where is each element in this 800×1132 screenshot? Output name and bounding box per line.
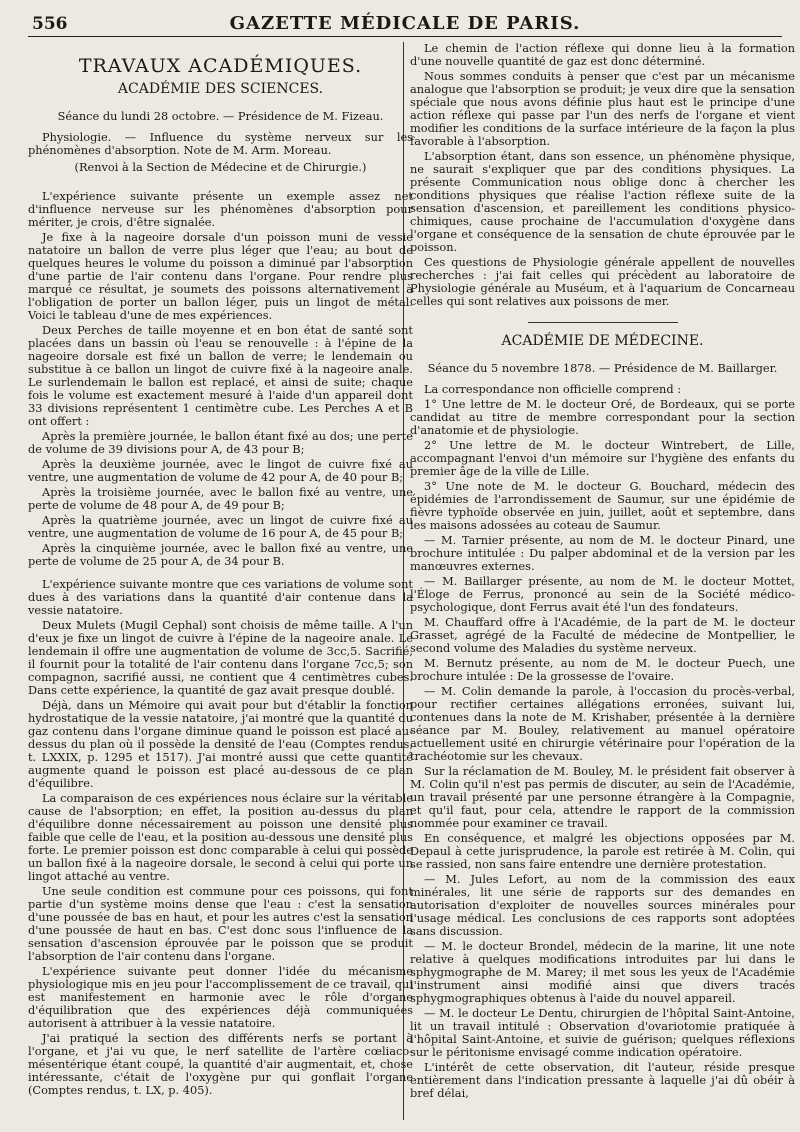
paragraph: — M. le docteur Le Dentu, chirurgien de l'hôpital Saint-Antoine, lit un travail intitulé : Observation d'ovariotomie pratiquée à l'hôpital Saint-Antoine, et suivie de guérison; quelques réflexions sur le péritonisme envisagé comme indication opératoire. (410, 1006, 795, 1059)
paragraph: Après la première journée, le ballon étant fixé au dos; une perte de volume de 39 divisions pour A, de 43 pour B; (28, 429, 413, 456)
paragraph: L'expérience suivante présente un exemple assez net d'influence nerveuse sur les phénomènes d'absorption pour mériter, je crois, d'être signalée. (28, 189, 413, 229)
paragraph: Nous sommes conduits à penser que c'est par un mécanisme analogue que l'absorption se produit; je veux dire que la sensation spéciale que nous avons définie plus haut est le principe d'une action réflexe qui passe par l'un des nerfs de l'organe et vient modifier les conditions de la surface intérieure de la façon la plus favorable à l'absorption. (410, 69, 795, 148)
academy-sciences-title: ACADÉMIE DES SCIENCES. (117, 81, 324, 97)
paragraph: L'absorption étant, dans son essence, un phénomène physique, ne saurait s'expliquer que par des conditions physiques. La présente Communication nous oblige donc à chercher les conditions physiques que réalise l'action réflexe suite de la sensation d'ascension, et pareillement les conditions physico-chimiques, cause prochaine de l'accumulation d'oxygène dans l'organe et conséquence de la sensation de chute éprouvée par le poisson. (410, 149, 795, 254)
paragraph: Une seule condition est commune pour ces poissons, qui font partie d'un système moins dense que l'eau : c'est la sensation d'une poussée de bas en haut, et pour les autres c'est la sensation d'une poussée de haut en bas. C'est donc sous l'influence de la sensation d'ascension éprouvée par le poisson que se produit l'absorption de l'air contenu dans l'organe. (28, 884, 413, 963)
paragraph: Après la troisième journée, avec le ballon fixé au ventre, une perte de volume de 48 pour A, de 49 pour B; (28, 485, 413, 512)
paragraph: — M. Tarnier présente, au nom de M. le docteur Pinard, une brochure intitulée : Du palper abdominal et de la version par les manœuvres externes. (410, 533, 795, 573)
left-column (28, 42, 413, 1122)
paragraph: Deux Perches de taille moyenne et en bon état de santé sont placées dans un bassin où l'eau se renouvelle : à l'épine de la nageoire dorsale est fixé un ballon de verre; le lendemain ou substitue à ce ballon un lingot de cuivre fixé à la nageoire anale. Le surlendemain le ballon est replacé, et ainsi de suite; chaque fois le volume est exactement mesuré à l'aide d'un appareil dont 33 divisions représentent 1 centimètre cube. Les Perches A et B ont offert : (28, 323, 413, 428)
rubric-line: Physiologie. — Influence du système nerveux sur les phénomènes d'absorption. Note de M. Arm. Moreau. (28, 130, 413, 157)
paragraph: L'expérience suivante montre que ces variations de volume sont dues à des variations dans la quantité d'air contenue dans la vessie natatoire. (28, 577, 413, 617)
paragraph: La comparaison de ces expériences nous éclaire sur la véritable cause de l'absorption; en effet, la position au-dessus du plan d'équilibre donne nécessairement au poisson une densité plus faible que celle de l'eau, et la position au-dessous une densité plus forte. Le premier poisson est donc comparable à celui qui possède un ballon fixé à la nageoire dorsale, le second à celui qui porte un lingot attaché au ventre. (28, 791, 413, 883)
paragraph: 2° Une lettre de M. le docteur Wintrebert, de Lille, accompagnant l'envoi d'un mémoire sur l'hygiène des enfants du premier âge de la ville de Lille. (410, 438, 795, 478)
paragraph: Après la quatrième journée, avec un lingot de cuivre fixé au ventre, une augmentation de volume de 16 pour A, de 45 pour B; (28, 513, 413, 540)
renvoi-note: (Renvoi à la Section de Médecine et de Chirurgie.) (74, 160, 367, 174)
paragraph: M. Bernutz présente, au nom de M. le docteur Puech, une brochure intulée : De la grossesse de l'ovaire. (410, 656, 795, 683)
seance-line: Séance du lundi 28 octobre. — Présidence de M. Fizeau. (57, 109, 384, 123)
paragraph: L'expérience suivante peut donner l'idée du mécanisme physiologique mis en jeu pour l'accomplissement de ce travail, qui est manifestement en harmonie avec le rôle d'organe d'équilibration que des expériences déjà communiquées autorisent à attribuer à la vessie natatoire. (28, 964, 413, 1030)
right-column (410, 42, 795, 1122)
paragraph: Après la deuxième journée, avec le lingot de cuivre fixé au ventre, une augmentation de volume de 42 pour A, de 40 pour B; (28, 457, 413, 484)
paragraph: Ces questions de Physiologie générale appellent de nouvelles recherches : j'ai fait celles qui précèdent au laboratoire de Physiologie générale au Muséum, et à l'aquarium de Concarneau celles qui sont relatives aux poissons de mer. (410, 255, 795, 308)
paragraph: — M. Baillarger présente, au nom de M. le docteur Mottet, l'Éloge de Ferrus, prononcé au sein de la Société médico-psychologique, dont Ferrus avait été l'un des fondateurs. (410, 574, 795, 614)
paragraph: Deux Mulets (Mugil Cephal) sont choisis de même taille. A l'un d'eux je fixe un lingot de cuivre à l'épine de la nageoire anale. Le lendemain il offre une augmentation de volume de 3cc,5. Sacrifié, il fournit pour la totalité de l'air contenu dans l'organe 7cc,5; son compagnon, sacrifié aussi, ne contient que 4 centimètres cubes. Dans cette expérience, la quantité de gaz avait presque doublé. (28, 618, 413, 697)
paragraph: Après la cinquième journée, avec le ballon fixé au ventre, une perte de volume de 25 pour A, de 34 pour B. (28, 541, 413, 568)
page-header (28, 8, 782, 37)
paragraph: M. Chauffard offre à l'Académie, de la part de M. le docteur Grasset, agrégé de la Faculté de médecine de Montpellier, le second volume des Maladies du système nerveux. (410, 615, 795, 655)
paragraph: 1° Une lettre de M. le docteur Oré, de Bordeaux, qui se porte candidat au titre de membre correspondant pour la section d'anatomie et de physiologie. (410, 397, 795, 437)
paragraph: — M. le docteur Brondel, médecin de la marine, lit une note relative à quelques modifications introduites par lui dans le sphygmographe de M. Marey; il met sous les yeux de l'Académie l'instrument ainsi modifié ainsi que divers tracés sphygmographiques obtenus à l'aide du nouvel appareil. (410, 939, 795, 1005)
section-rule (528, 322, 678, 323)
paragraph: J'ai pratiqué la section des différents nerfs se portant à l'organe, et j'ai vu que, le nerf satellite de l'artère cœliaco-mésentérique étant coupé, la quantité d'air augmentait, et, chose intéressante, c'était de l'oxygène pur qui gonflait l'organe (Comptes rendus, t. LX, p. 405). (28, 1031, 413, 1097)
journal-title: GAZETTE MÉDICALE DE PARIS. (229, 13, 581, 34)
page-number: 556 (32, 14, 68, 34)
paragraph: Sur la réclamation de M. Bouley, M. le président fait observer à M. Colin qu'il n'est pas permis de discuter, au sein de l'Académie, un travail présenté par une personne étrangère à la Compagnie, et qu'il faut, pour cela, attendre le rapport de la commission nommée pour examiner ce travail. (410, 764, 795, 830)
paragraph: En conséquence, et malgré les objections opposées par M. Depaul à cette jurisprudence, la parole est retirée à M. Colin, qui se rassied, non sans faire entendre une dernière protestation. (410, 831, 795, 871)
paragraph: Le chemin de l'action réflexe qui donne lieu à la formation d'une nouvelle quantité de gaz est donc déterminé. (410, 42, 795, 68)
seance-line: Séance du 5 novembre 1878. — Présidence de M. Baillarger. (427, 361, 778, 375)
paragraph: 3° Une note de M. le docteur G. Bouchard, médecin des épidémies de l'arrondissement de Saumur, sur une épidémie de fièvre typhoïde observée en juin, juillet, août et septembre, dans les maisons adossées au coteau de Saumur. (410, 479, 795, 532)
paragraph: — M. Colin demande la parole, à l'occasion du procès-verbal, pour rectifier certaines allégations erronées, suivant lui, contenues dans la note de M. Krishaber, présentée à la dernière séance par M. Bouley, relativement au manuel opératoire actuellement usité en chirurgie vétérinaire pour l'opération de la trachéotomie sur les chevaux. (410, 684, 795, 763)
paragraph: Je fixe à la nageoire dorsale d'un poisson muni de vessie natatoire un ballon de verre plus léger que l'eau; au bout de quelques heures le volume du poisson a diminué par l'absorption d'une partie de l'air contenu dans l'organe. Pour rendre plus marqué ce résultat, je soumets des poissons alternativement à l'obligation de porter un ballon léger, puis un lingot de métal. Voici le tableau d'une de mes expériences. (28, 230, 413, 322)
academy-medecine-title: ACADÉMIE DE MÉDECINE. (501, 333, 704, 349)
paragraph: La correspondance non officielle comprend : (424, 382, 682, 396)
paragraph: L'intérêt de cette observation, dit l'auteur, réside presque entièrement dans l'indication pressante à laquelle j'ai dû obéir à bref délai, (410, 1060, 795, 1100)
paragraph: Déjà, dans un Mémoire qui avait pour but d'établir la fonction hydrostatique de la vessie natatoire, j'ai montré que la quantité du gaz contenu dans l'organe diminue quand le poisson est placé au-dessus du plan où il possède la densité de l'eau (Comptes rendus, t. LXXIX, p. 1295 et 1517). J'ai montré aussi que cette quantité augmente quand le poisson est placé au-dessous de ce plan d'équilibre. (28, 698, 413, 790)
section-title: TRAVAUX ACADÉMIQUES. (78, 55, 363, 77)
paragraph: — M. Jules Lefort, au nom de la commission des eaux minérales, lit une série de rapports sur des demandes en autorisation d'exploiter de nouvelles sources minérales pour l'usage médical. Les conclusions de ces rapports sont adoptées sans discussion. (410, 872, 795, 938)
